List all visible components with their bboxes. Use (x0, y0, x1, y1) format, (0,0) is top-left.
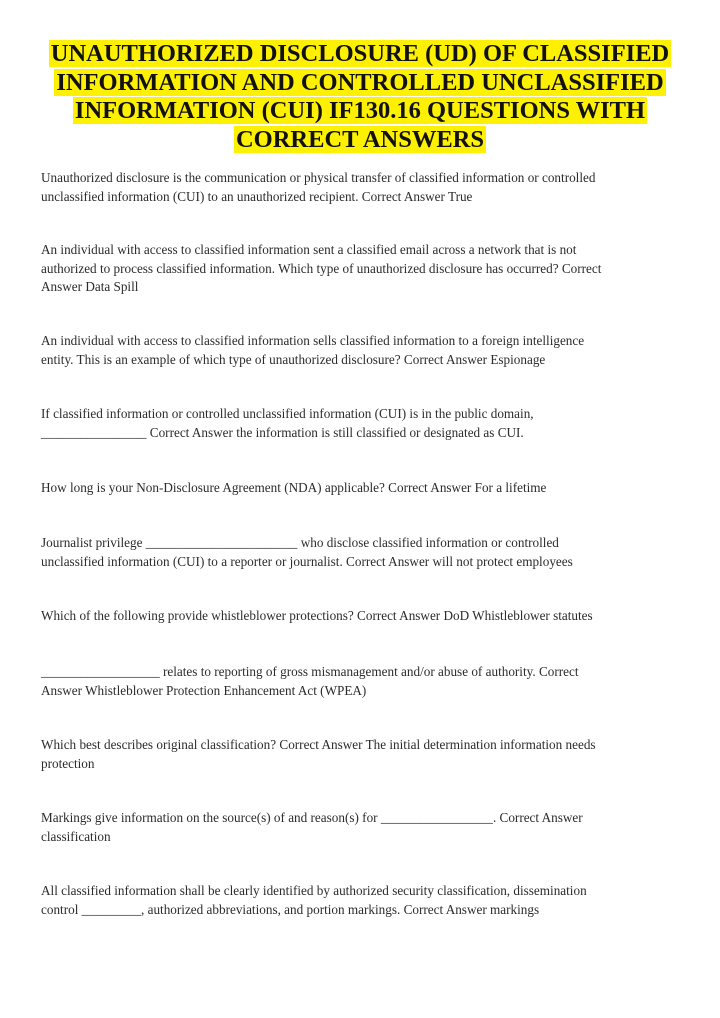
qa-line: If classified information or controlled unclassified information (CUI) is in the public domain, (41, 406, 534, 421)
qa-line: classification (41, 828, 111, 844)
question-answer-4 (41, 405, 681, 442)
qa-line: ________________ Correct Answer the information is still classified or designated as CUI. (41, 424, 524, 440)
qa-line: control _________, authorized abbreviations, and portion markings. Correct Answer markings (41, 901, 540, 917)
qa-line: All classified information shall be clearly identified by authorized security classification, dissemination (41, 883, 587, 898)
qa-line: authorized to process classified information. Which type of unauthorized disclosure has occurred? Correct (41, 260, 602, 276)
question-answer-1 (41, 169, 681, 206)
qa-line: __________________ relates to reporting of gross mismanagement and/or abuse of authority. Correct (41, 664, 579, 679)
question-answer-8 (41, 663, 681, 700)
qa-line: Unauthorized disclosure is the communication or physical transfer of classified information or controlled (41, 170, 596, 185)
qa-line: Which of the following provide whistleblower protections? Correct Answer DoD Whistleblower statutes (41, 608, 593, 623)
qa-line: How long is your Non-Disclosure Agreement (NDA) applicable? Correct Answer For a lifetime (41, 480, 547, 495)
qa-line: Which best describes original classification? Correct Answer The initial determination information needs (41, 737, 596, 752)
title-line: INFORMATION (CUI) IF130.16 QUESTIONS WITH (74, 97, 646, 124)
qa-line: entity. This is an example of which type of unauthorized disclosure? Correct Answer Espionage (41, 351, 546, 367)
question-answer-7 (41, 607, 681, 626)
qa-line: Answer Whistleblower Protection Enhancement Act (WPEA) (41, 682, 367, 698)
qa-line: Markings give information on the source(s) of and reason(s) for _________________. Correct Answer (41, 810, 583, 825)
qa-line: An individual with access to classified information sent a classified email across a network that is not (41, 242, 577, 257)
title-line: CORRECT ANSWERS (235, 125, 484, 153)
qa-line: Journalist privilege _______________________ who disclose classified information or controlled (41, 535, 559, 550)
title-line: UNAUTHORIZED DISCLOSURE (UD) OF CLASSIFIED (50, 40, 670, 67)
qa-line: unclassified information (CUI) to a reporter or journalist. Correct Answer will not protect employees (41, 553, 573, 569)
question-answer-3 (41, 332, 681, 369)
qa-line: unclassified information (CUI) to an unauthorized recipient. Correct Answer True (41, 188, 473, 204)
question-answer-2 (41, 241, 681, 297)
qa-line: An individual with access to classified information sells classified information to a foreign intelligence (41, 333, 585, 348)
question-answer-5 (41, 479, 681, 498)
document-title (30, 40, 690, 154)
question-answer-6 (41, 534, 681, 571)
qa-line: Answer Data Spill (41, 279, 139, 294)
question-answer-10 (41, 809, 681, 846)
question-answer-11 (41, 882, 681, 919)
question-answer-9 (41, 736, 681, 773)
title-line: INFORMATION AND CONTROLLED UNCLASSIFIED (56, 68, 664, 96)
qa-line: protection (41, 755, 95, 771)
